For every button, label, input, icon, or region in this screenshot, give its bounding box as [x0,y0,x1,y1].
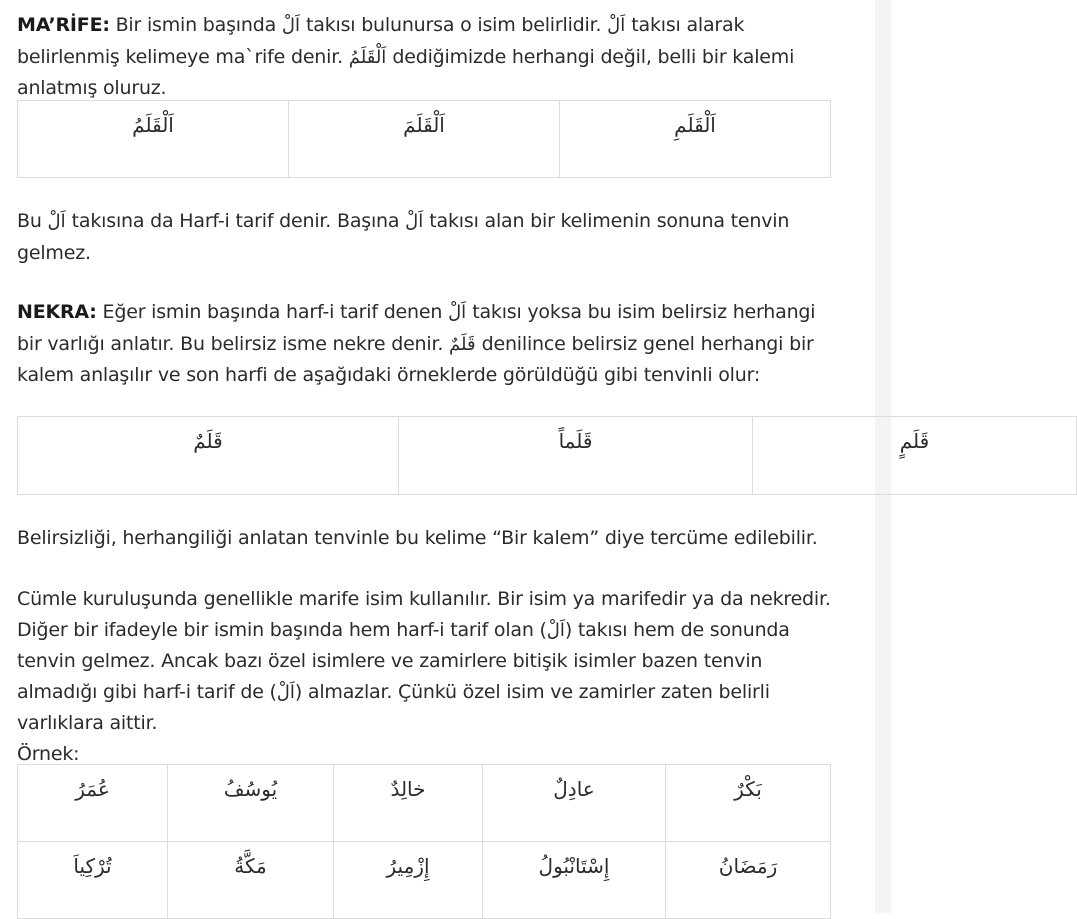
harf-tarif-al: اَلْ [546,619,565,641]
table-row [18,765,831,842]
nekra-text: denilince belirsiz genel herhangi bir kalem anlaşılır ve son harfi de aşağıdaki örneklerde görüldüğü gibi tenvinli olur: [17,332,814,386]
harf-tarif-text: Bu [17,210,48,232]
harf-tarif-text: takısı alan bir kelimenin sonuna tenvin gelmez. [17,210,790,264]
table-cell: قَلَماً [399,417,753,495]
belirsizlik-paragraph: Belirsizliği, herhangiliği anlatan tenvinle bu kelime “Bir kalem” diye tercüme edilebilir. [17,527,818,549]
table-row [18,101,831,178]
cumle-text: ) almazlar. Çünkü özel isim ve zamirler zaten belirli varlıklara aittir. [17,680,770,734]
table-cell: يُوسُفُ [168,765,334,842]
nekra-heading: NEKRA: [17,301,97,323]
harf-tarif-al: اَلْ [607,15,626,36]
marife-text: takısı bulunursa o isim belirlidir. [299,14,608,36]
table-cell: قَلَمٌ [18,417,399,495]
marife-paragraph [17,10,837,104]
table-row [18,417,1077,495]
nekra-table [17,416,1077,495]
table-cell: اَلْقَلَمَ [289,101,560,178]
table-cell: قَلَمٍ [753,417,1077,495]
table-row [18,842,831,919]
table-cell: بَكْرٌ [666,765,831,842]
harf-tarif-al: اَلْ [276,681,295,703]
marife-text: dediğimizde herhangi değil, belli bir kalemi anlatmış oluruz. [17,45,795,99]
ornek-table [17,764,831,919]
cumle-paragraph [17,584,847,769]
nekra-example-word: قَلَمٌ [449,333,476,355]
marife-example-word: اَلْقَلَمُ [348,46,387,68]
nekra-text: takısı yoksa bu isim belirsiz herhangi bir varlığı anlatır. Bu belirsiz isme nekre denir. [17,301,816,355]
harf-tarif-al: اَلْ [281,15,300,36]
harf-tarif-text: takısına da Harf-i tarif denir. Başına [65,210,406,232]
marife-text: takısı alarak belirlenmiş kelimeye ma`rife denir. [17,14,745,68]
harf-tarif-al: اَلْ [47,211,66,232]
nekra-paragraph [17,297,837,391]
marife-text: Bir ismin başında [109,14,282,36]
marife-table [17,100,831,178]
table-cell: اَلْقَلَمِ [560,101,831,178]
table-cell: رَمَضَانُ [666,842,831,919]
harf-tarif-al: اَلْ [448,302,467,323]
nekra-text: Eğer ismin başında harf-i tarif denen [96,301,449,323]
table-cell: اَلْقَلَمُ [18,101,289,178]
harf-tarif-paragraph [17,206,837,268]
harf-tarif-al: اَلْ [405,211,424,232]
table-cell: إِسْتَانْبُولُ [483,842,666,919]
table-cell: مَكَّةُ [168,842,334,919]
ornek-label: Örnek: [17,742,80,765]
table-cell: إِزْمِيرُ [334,842,483,919]
cumle-text: ) takısı hem de sonunda tenvin gelmez. Ancak bazı özel isimlere ve zamirlere bitişik isimler bazen tenvin almadığı gibi harf-i tarif de ( [17,618,790,703]
table-cell: خالِدٌ [334,765,483,842]
cumle-text: Cümle kuruluşunda genellikle marife isim kullanılır. Bir isim ya marifedir ya da nekredir. Diğer bir ifadeyle bir ismin başında hem harf-i tarif olan ( [17,588,831,641]
table-cell: عادِلٌ [483,765,666,842]
table-cell: تُرْكِياَ [18,842,168,919]
table-cell: عُمَرُ [18,765,168,842]
marife-heading: MA’RİFE: [17,14,110,36]
